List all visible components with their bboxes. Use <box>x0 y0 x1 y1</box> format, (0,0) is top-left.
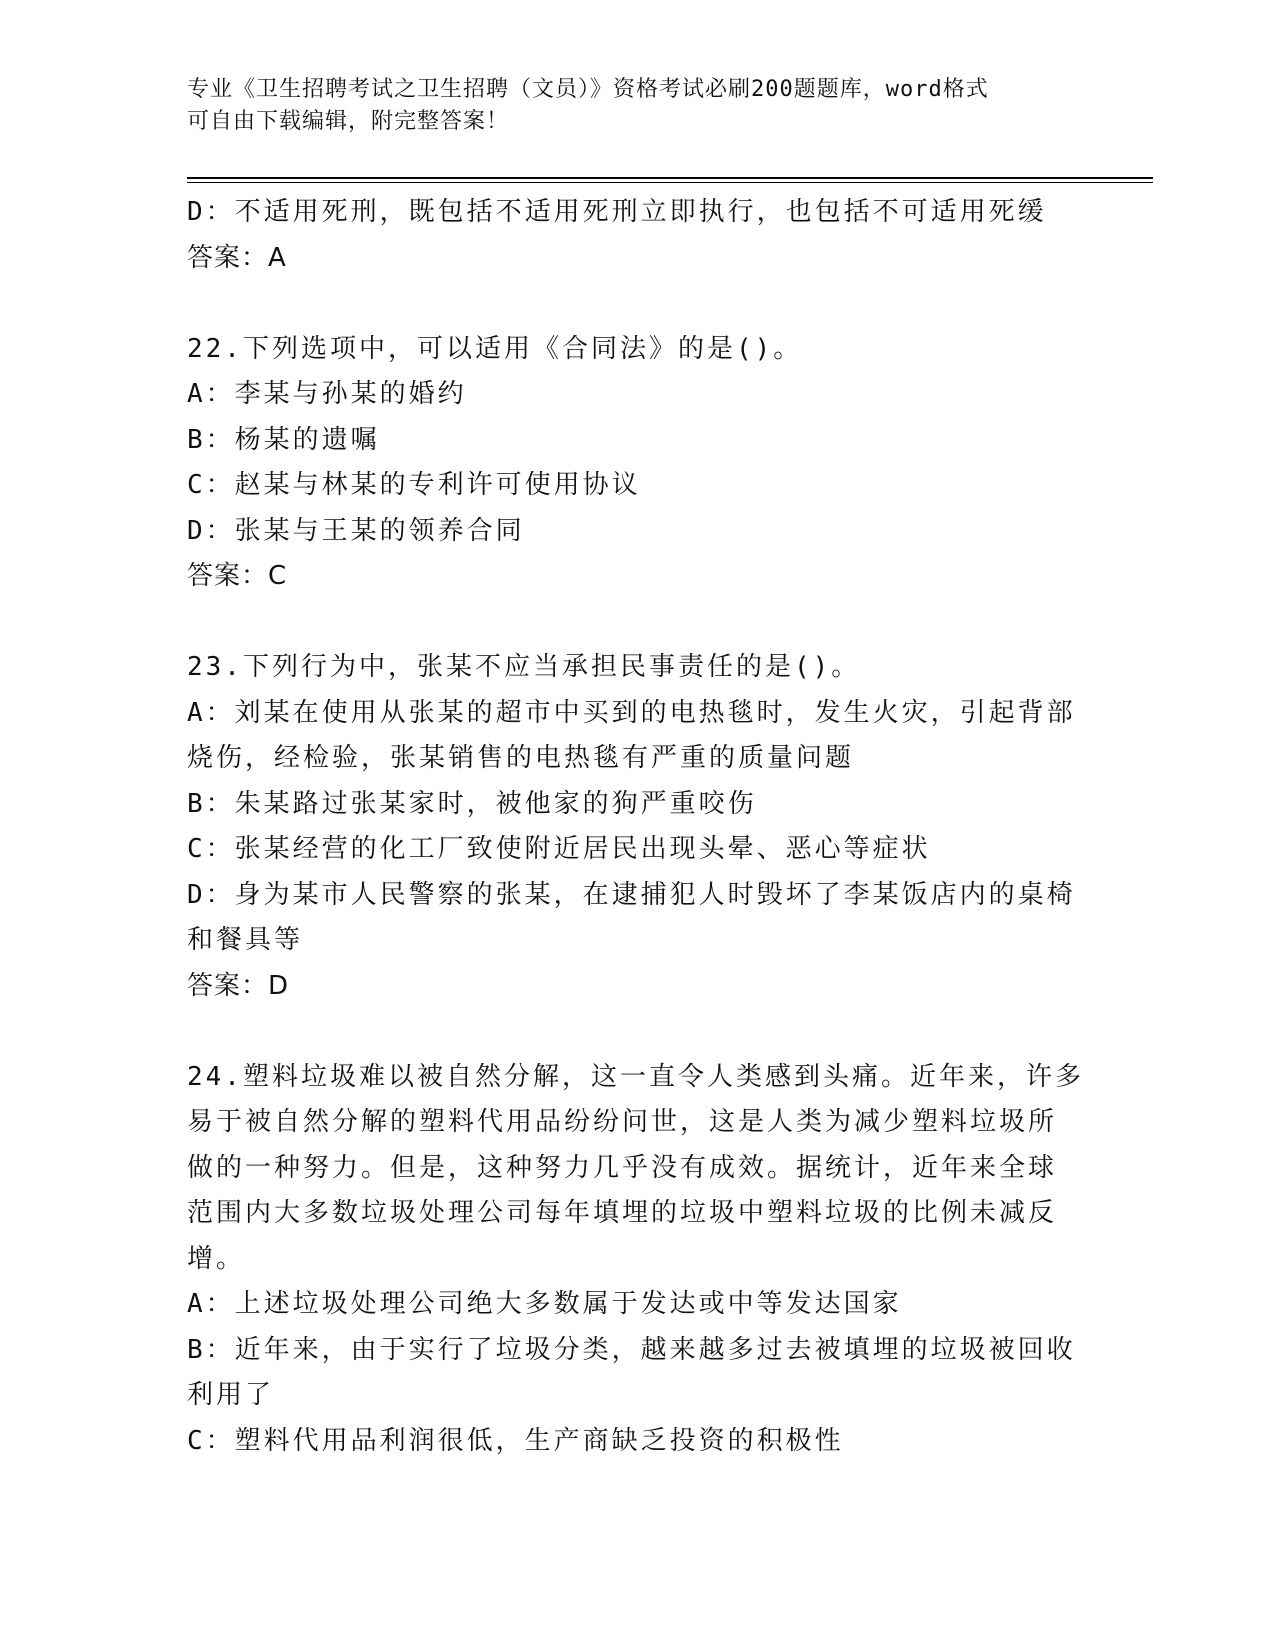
option-d-line-2: 和餐具等 <box>187 925 304 955</box>
header-line-2: 可自由下载编辑，附完整答案！ <box>187 109 510 134</box>
header-divider-thin <box>187 182 1153 183</box>
option-d-previous: D：不适用死刑，既包括不适用死刑立即执行，也包括不可适用死缓 <box>187 197 1047 227</box>
answer: 答案：C <box>187 561 288 591</box>
question-22 <box>187 327 1067 600</box>
question-stem-line-2: 易于被自然分解的塑料代用品纷纷问世，这是人类为减少塑料垃圾所 <box>187 1107 1058 1137</box>
question-stem-line-5: 增。 <box>187 1243 246 1274</box>
option-b: B：朱某路过张某家时，被他家的狗严重咬伤 <box>187 788 757 819</box>
header-line-1: 专业《卫生招聘考试之卫生招聘（文员）》资格考试必刷200题题库，word格式 <box>187 77 989 102</box>
option-b: B：杨某的遗嘱 <box>187 424 380 455</box>
question-23 <box>187 645 1076 1009</box>
question-stem-line: 22.下列选项中，可以适用《合同法》的是()。 <box>187 333 803 364</box>
answer: 答案：D <box>187 970 290 1001</box>
option-c: C：塑料代用品利润很低，生产商缺乏投资的积极性 <box>187 1425 844 1456</box>
option-d-line-1: D：身为某市人民警察的张某，在逮捕犯人时毁坏了李某饭店内的桌椅 <box>187 879 1076 910</box>
spacer <box>187 281 1067 327</box>
spacer <box>187 600 1067 646</box>
option-a-line-2: 烧伤，经检验，张某销售的电热毯有严重的质量问题 <box>187 743 855 773</box>
option-c: C：张某经营的化工厂致使附近居民出现头晕、恶心等症状 <box>187 834 931 864</box>
question-stem-line-3: 做的一种努力。但是，这种努力几乎没有成效。据统计，近年来全球 <box>187 1152 1058 1183</box>
question-stem-line-4: 范围内大多数垃圾处理公司每年填埋的垃圾中塑料垃圾的比例未减反 <box>187 1198 1058 1228</box>
question-24 <box>187 1055 1084 1465</box>
option-b-line-1: B：近年来，由于实行了垃圾分类，越来越多过去被填埋的垃圾被回收 <box>187 1334 1076 1365</box>
option-a: A：上述垃圾处理公司绝大多数属于发达或中等发达国家 <box>187 1289 902 1319</box>
spacer <box>187 1009 1067 1055</box>
option-c: C：赵某与林某的专利许可使用协议 <box>187 470 641 500</box>
header-divider-thick <box>187 177 1153 179</box>
page-header <box>187 74 1067 138</box>
question-stem-line: 23.下列行为中，张某不应当承担民事责任的是()。 <box>187 652 861 682</box>
question-stem-line-1: 24.塑料垃圾难以被自然分解，这一直令人类感到头痛。近年来，许多 <box>187 1061 1084 1092</box>
option-b-line-2: 利用了 <box>187 1380 275 1410</box>
option-a: A：李某与孙某的婚约 <box>187 379 467 409</box>
answer-previous: 答案：A <box>187 242 287 273</box>
option-a-line-1: A：刘某在使用从张某的超市中买到的电热毯时，发生火灾，引起背部 <box>187 697 1076 728</box>
option-d: D：张某与王某的领养合同 <box>187 515 525 546</box>
document-body <box>187 190 1084 1464</box>
